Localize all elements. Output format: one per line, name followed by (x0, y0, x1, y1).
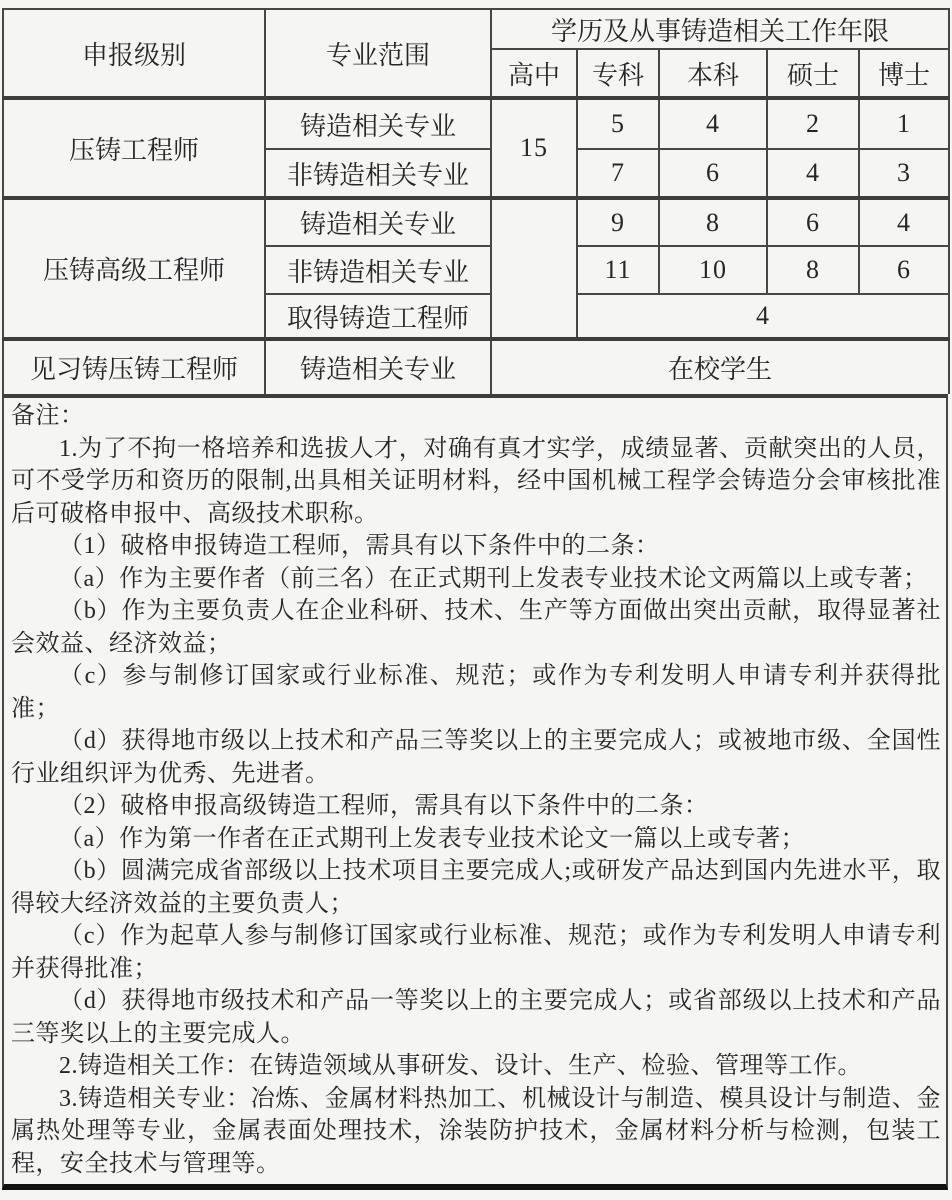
cell-scope: 铸造相关专业 (265, 198, 491, 246)
note-paragraph-1: 1.为了不拘一格培养和选拔人才，对确有真才实学，成绩显著、贡献突出的人员，可不受学历和资历的限制,出具相关证明材料，经中国机械工程学会铸造分会审核批准后可破格申报中、高级技术职称。 (11, 435, 941, 527)
cell-scope: 非铸造相关专业 (265, 149, 491, 198)
note-paragraph-1-1: （1）破格申报铸造工程师，需具有以下条件中的二条： (59, 533, 660, 559)
table-row (3, 339, 949, 394)
header-edu-doctor: 博士 (859, 49, 949, 98)
cell-highschool-empty (491, 198, 577, 339)
cell-years: 8 (659, 198, 767, 246)
cell-scope-obtained-engineer: 取得铸造工程师 (265, 294, 491, 339)
cell-years: 6 (859, 246, 949, 294)
cell-scope: 非铸造相关专业 (265, 246, 491, 294)
cell-level-trainee-engineer: 见习铸压铸工程师 (3, 339, 265, 394)
cell-level-engineer: 压铸工程师 (3, 98, 265, 198)
header-professional-scope: 专业范围 (265, 9, 491, 98)
cell-scope: 铸造相关专业 (265, 98, 491, 149)
note-paragraph-1-2b: （b）圆满完成省部级以上技术项目主要完成人;或研发产品达到国内先进水平，取得较大经济效益的主要负责人； (11, 858, 941, 917)
cell-years-merged: 4 (577, 294, 949, 339)
cell-scope: 铸造相关专业 (265, 339, 491, 394)
table-row (3, 198, 949, 246)
notes-section (2, 394, 948, 1190)
note-paragraph-1-2: （2）破格申报高级铸造工程师，需具有以下条件中的二条： (59, 793, 709, 819)
cell-highschool-years: 15 (491, 98, 577, 198)
note-paragraph-1-2d: （d）获得地市级技术和产品一等奖以上的主要完成人；或省部级以上技术和产品三等奖以上的主要完成人。 (11, 988, 941, 1047)
document-frame (2, 8, 948, 1190)
note-paragraph-1-1b: （b）作为主要负责人在企业科研、技术、生产等方面做出突出贡献，取得显著社会效益、经济效益； (11, 598, 941, 657)
header-education-work-years: 学历及从事铸造相关工作年限 (491, 9, 949, 49)
notes-label: 备注： (11, 403, 85, 429)
cell-years: 11 (577, 246, 659, 294)
cell-years: 6 (659, 149, 767, 198)
cell-years: 7 (577, 149, 659, 198)
note-paragraph-1-1c: （c）参与制修订国家或行业标准、规范；或作为专利发明人申请专利并获得批准； (11, 663, 941, 722)
cell-years: 6 (767, 198, 859, 246)
cell-years: 10 (659, 246, 767, 294)
cell-years: 4 (859, 198, 949, 246)
cell-years: 9 (577, 198, 659, 246)
table-row (3, 98, 949, 149)
header-edu-college: 专科 (577, 49, 659, 98)
qualification-table (2, 8, 950, 394)
note-paragraph-3: 3.铸造相关专业：冶炼、金属材料热加工、机械设计与制造、模具设计与制造、金属热处理等专业，金属表面处理技术，涂装防护技术，金属材料分析与检测，包装工程，安全技术与管理等。 (11, 1085, 941, 1177)
cell-years: 2 (767, 98, 859, 149)
note-paragraph-1-2a: （a）作为第一作者在正式期刊上发表专业技术论文一篇以上或专著； (59, 825, 806, 852)
note-paragraph-1-2c: （c）作为起草人参与制修订国家或行业标准、规范；或作为专利发明人申请专利并获得批准； (11, 923, 941, 982)
cell-years: 4 (767, 149, 859, 198)
cell-years: 3 (859, 149, 949, 198)
header-application-level: 申报级别 (3, 9, 265, 98)
note-paragraph-1-1a: （a）作为主要作者（前三名）在正式期刊上发表专业技术论文两篇以上或专著； (59, 565, 928, 592)
cell-years: 4 (659, 98, 767, 149)
header-edu-highschool: 高中 (491, 49, 577, 98)
cell-enrolled-student: 在校学生 (491, 339, 949, 394)
note-paragraph-2: 2.铸造相关工作：在铸造领域从事研发、设计、生产、检验、管理等工作。 (59, 1053, 862, 1079)
cell-years: 8 (767, 246, 859, 294)
cell-level-senior-engineer: 压铸高级工程师 (3, 198, 265, 339)
cell-years: 5 (577, 98, 659, 149)
note-paragraph-1-1d: （d）获得地市级以上技术和产品三等奖以上的主要完成人；或被地市级、全国性行业组织评为优秀、先进者。 (11, 728, 941, 787)
cell-years: 1 (859, 98, 949, 149)
header-edu-bachelor: 本科 (659, 49, 767, 98)
header-edu-master: 硕士 (767, 49, 859, 98)
